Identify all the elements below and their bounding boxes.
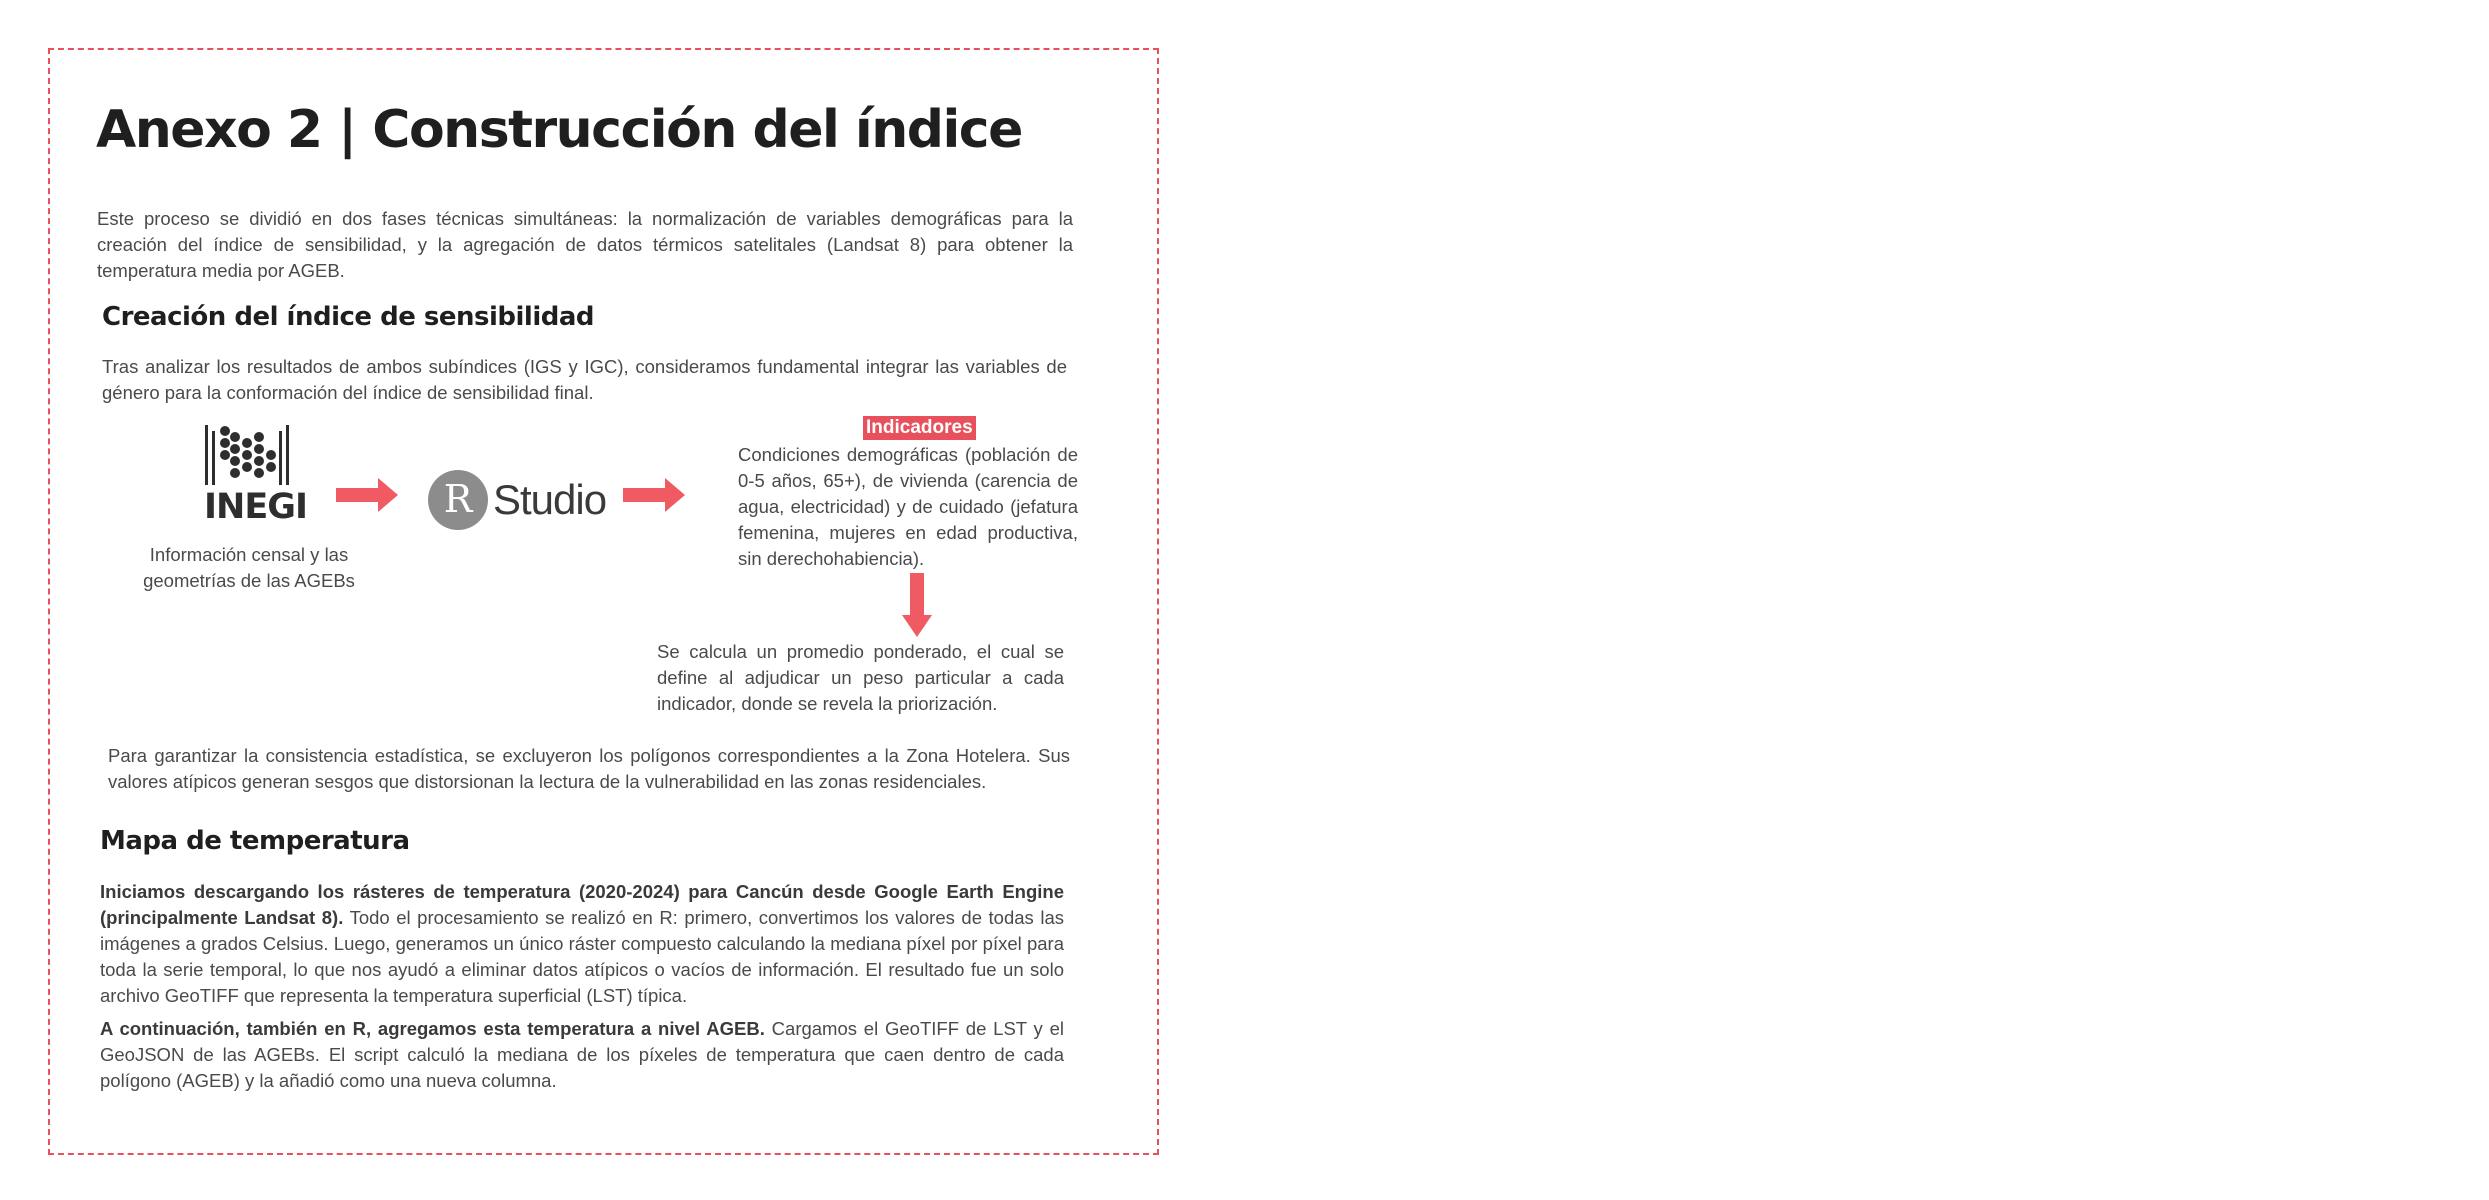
temperature-paragraph-2-body: Cargamos el GeoTIFF de LST y el GeoJSON de las AGEBs. El script calculó la mediana de los píxeles de temperatura que caen dentro de cada polígono (AGEB) y la añadió como una nueva columna.	[100, 1018, 1064, 1091]
inegi-logo-text: INEGI	[204, 487, 307, 527]
rstudio-logo	[428, 470, 613, 530]
indicators-text: Condiciones demográficas (población de 0-5 años, 65+), de vivienda (carencia de agua, electricidad) y de cuidado (jefatura femenina, mujeres en edad productiva, sin derechohabiencia).	[738, 444, 1078, 569]
inegi-logo	[202, 425, 307, 527]
indicators-badge: Indicadores	[863, 416, 976, 440]
temperature-paragraph-1	[100, 879, 1064, 1009]
arrow-right-icon	[623, 478, 685, 512]
arrow-down-icon	[902, 573, 932, 637]
rstudio-r-letter: R	[443, 477, 473, 521]
temperature-paragraph-1-body: Todo el procesamiento se realizó en R: primero, convertimos los valores de todas las imágenes a grados Celsius. Luego, generamos un único ráster compuesto calculando la mediana píxel por píxel para toda la serie temporal, lo que nos ayudó a eliminar datos atípicos o vacíos de información. El resultado fue un solo archivo GeoTIFF que representa la temperatura superficial (LST) típica.	[100, 907, 1064, 1006]
consistency-paragraph: Para garantizar la consistencia estadística, se excluyeron los polígonos correspondientes a la Zona Hotelera. Sus valores atípicos generan sesgos que distorsionan la lectura de la vulnerabilidad en las zonas residenciales.	[108, 745, 1070, 792]
inegi-caption: Información censal y las geometrías de las AGEBs	[143, 544, 355, 591]
arrow-right-icon	[336, 478, 398, 512]
intro-paragraph: Este proceso se dividió en dos fases técnicas simultáneas: la normalización de variables demográficas para la creación del índice de sensibilidad, y la agregación de datos térmicos satelitales (Landsat 8) para obtener la temperatura media por AGEB.	[97, 208, 1073, 281]
page-title: Anexo 2 | Construcción del índice	[96, 100, 1022, 160]
sensitivity-paragraph: Tras analizar los resultados de ambos subíndices (IGS y IGC), consideramos fundamental integrar las variables de género para la conformación del índice de sensibilidad final.	[102, 356, 1067, 403]
temperature-paragraph-2-lead: A continuación, también en R, agregamos esta temperatura a nivel AGEB.	[100, 1018, 765, 1039]
rstudio-text: Studio	[493, 476, 607, 523]
weighted-average-text: Se calcula un promedio ponderado, el cual se define al adjudicar un peso particular a cada indicador, donde se revela la priorización.	[657, 641, 1064, 714]
temperature-paragraph-1-lead: Iniciamos descargando los rásteres de temperatura (2020-2024) para Cancún desde Google Earth Engine (principalmente Landsat 8).	[100, 881, 1064, 928]
temperature-heading: Mapa de temperatura	[100, 826, 410, 856]
sensitivity-heading: Creación del índice de sensibilidad	[102, 302, 595, 332]
temperature-paragraph-2	[100, 1016, 1064, 1094]
